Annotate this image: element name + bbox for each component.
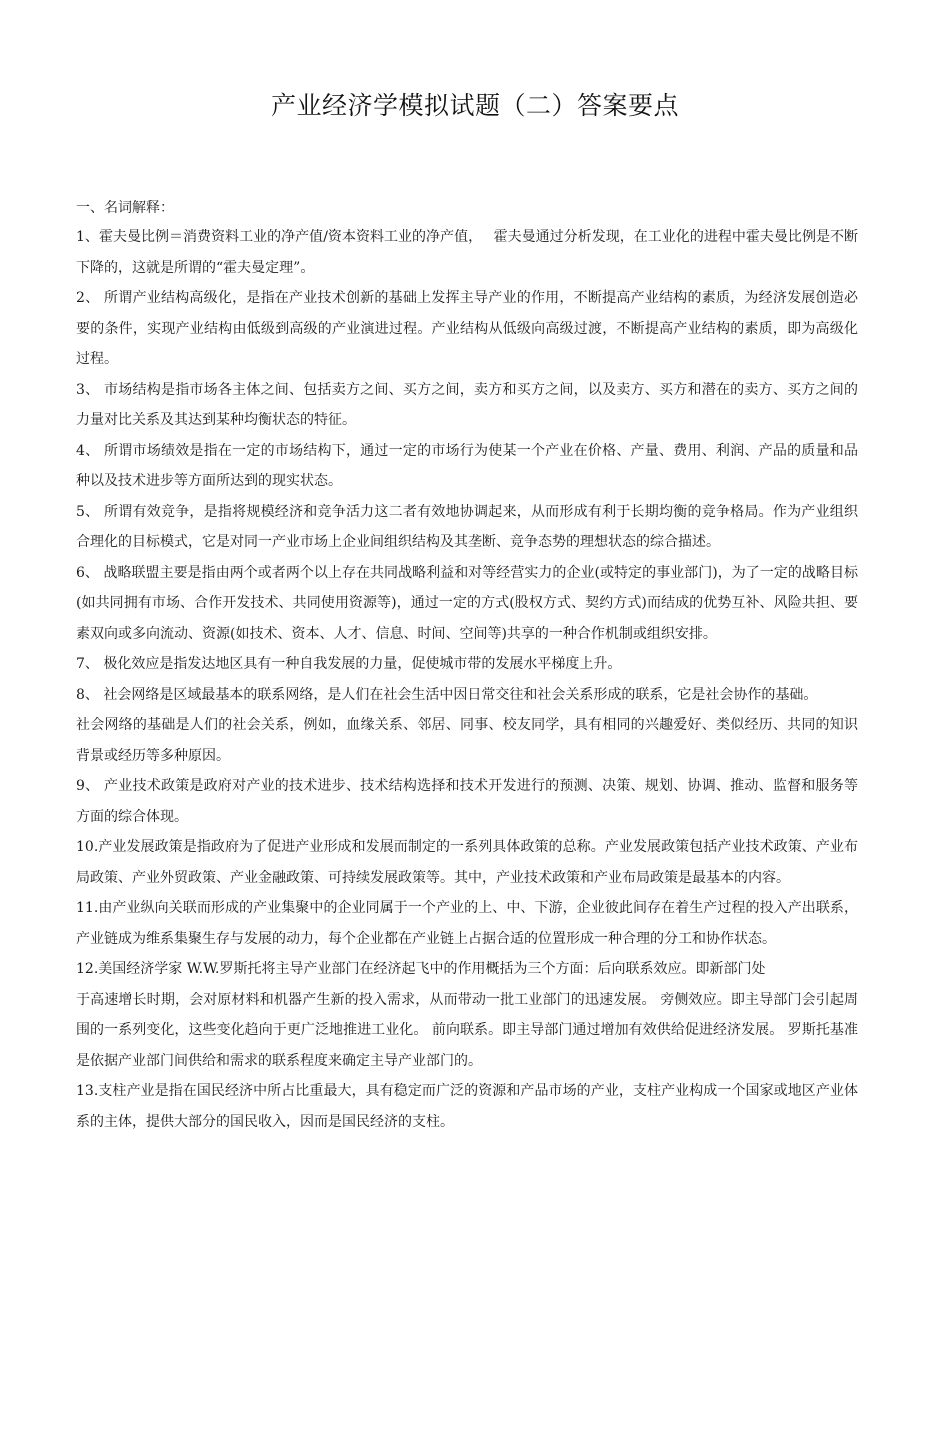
paragraph-6: 6、 战略联盟主要是指由两个或者两个以上存在共同战略利益和对等经营实力的企业(或特定的事业部门)，为了一定的战略目标(如共同拥有市场、合作开发技术、共同使用资源等)，通过一定的方式(股权方式、契约方式)而结成的优势互补、风险共担、要素双向或多向流动、资源(如技术、资本、人才、信息、时间、空间等)共享的一种合作机制或组织安排。 — [76, 564, 858, 642]
paragraph-13: 13.支柱产业是指在国民经济中所占比重最大，具有稳定而广泛的资源和产品市场的产业，支柱产业构成一个国家或地区产业体系的主体，提供大部分的国民收入，因而是国民经济的支柱。 — [76, 1083, 858, 1130]
paragraph-2: 2、 所谓产业结构高级化，是指在产业技术创新的基础上发挥主导产业的作用，不断提高产业结构的素质，为经济发展创造必要的条件，实现产业结构由低级到高级的产业演进过程。产业结构从低级向高级过渡，不断提高产业结构的素质，即为高级化过程。 — [76, 290, 858, 367]
document-title: 产业经济学模拟试题（二）答案要点 — [270, 91, 679, 120]
document-body — [76, 194, 858, 1137]
paragraph-5: 5、 所谓有效竞争，是指将规模经济和竞争活力这二者有效地协调起来，从而形成有利于长期均衡的竞争格局。作为产业组织合理化的目标模式，它是对同一产业市场上企业间组织结构及其垄断、竞争态势的理想状态的综合描述。 — [76, 503, 858, 550]
paragraph-4: 4、 所谓市场绩效是指在一定的市场结构下，通过一定的市场行为使某一个产业在价格、产量、费用、利润、产品的质量和品种以及技术进步等方面所达到的现实状态。 — [76, 442, 858, 489]
paragraph-12: 12.美国经济学家 W.W.罗斯托将主导产业部门在经济起飞中的作用概括为三个方面：后向联系效应。即新部门处 — [76, 961, 766, 977]
paragraph-3: 3、 市场结构是指市场各主体之间、包括卖方之间、买方之间，卖方和买方之间，以及卖方、买方和潜在的卖方、买方之间的力量对比关系及其达到某种均衡状态的特征。 — [76, 381, 858, 428]
paragraph-1: 1、霍夫曼比例＝消费资料工业的净产值/资本资料工业的净产值， 霍夫曼通过分析发现，在工业化的进程中霍夫曼比例是不断下降的，这就是所谓的“霍夫曼定理”。 — [76, 229, 858, 276]
paragraph-12-continued: 于高速增长时期，会对原材料和机器产生新的投入需求，从而带动一批工业部门的迅速发展。 旁侧效应。即主导部门会引起周围的一系列变化，这些变化趋向于更广泛地推进工业化。 前向联系。即主导部门通过增加有效供给促进经济发展。 罗斯托基准是依据产业部门间供给和需求的联系程度来确定主导产业部门的。 — [76, 991, 858, 1069]
paragraph-11: 11.由产业纵向关联而形成的产业集聚中的企业同属于一个产业的上、中、下游，企业彼此间存在着生产过程的投入产出联系，产业链成为维系集聚生存与发展的动力，每个企业都在产业链上占据合适的位置形成一种合理的分工和协作状态。 — [76, 900, 858, 947]
paragraph-8-continued: 社会网络的基础是人们的社会关系，例如，血缘关系、邻居、同事、校友同学，具有相同的兴趣爱好、类似经历、共同的知识背景或经历等多种原因。 — [76, 717, 858, 764]
paragraph-9: 9、 产业技术政策是政府对产业的技术进步、技术结构选择和技术开发进行的预测、决策、规划、协调、推动、监督和服务等方面的综合体现。 — [76, 778, 858, 825]
paragraph-8: 8、 社会网络是区域最基本的联系网络，是人们在社会生活中因日常交往和社会关系形成的联系，它是社会协作的基础。 — [76, 686, 818, 703]
section-heading: 一、名词解释： — [76, 200, 174, 216]
paragraph-10: 10.产业发展政策是指政府为了促进产业形成和发展而制定的一系列具体政策的总称。产业发展政策包括产业技术政策、产业布局政策、产业外贸政策、产业金融政策、可持续发展政策等。其中，产业技术政策和产业布局政策是最基本的内容。 — [76, 839, 858, 886]
paragraph-7: 7、 极化效应是指发达地区具有一种自我发展的力量，促使城市带的发展水平梯度上升。 — [76, 656, 622, 672]
